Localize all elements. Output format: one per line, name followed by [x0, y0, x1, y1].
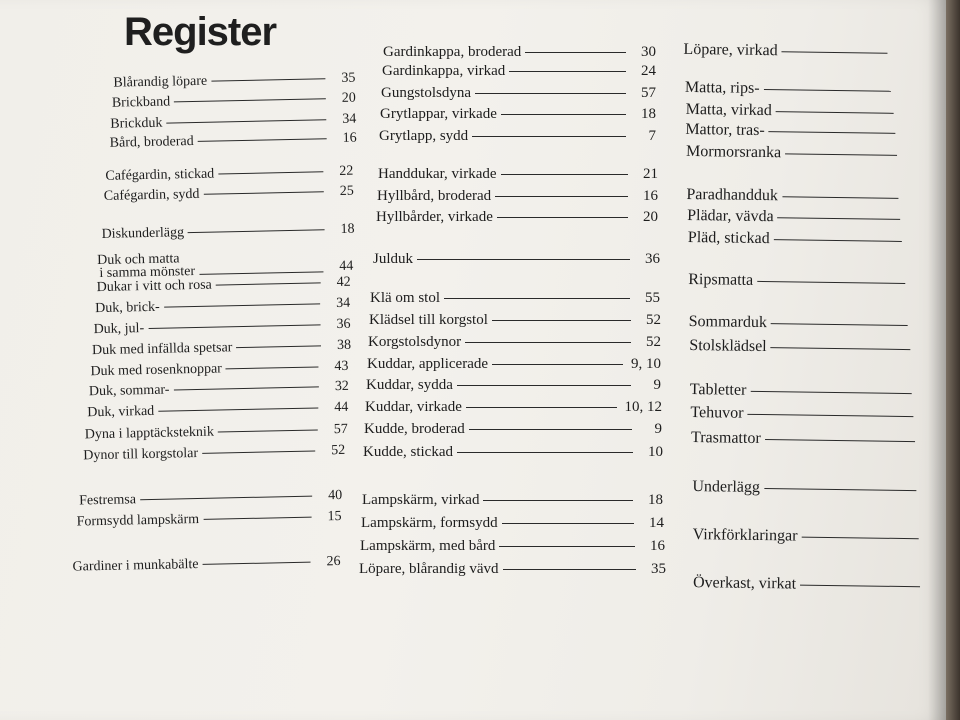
leader-line — [774, 239, 902, 242]
index-entry-page: 43 — [334, 358, 349, 375]
index-entry-page: 18 — [648, 492, 663, 508]
index-entry-page: 20 — [341, 90, 356, 106]
index-entry — [368, 334, 661, 356]
leader-line — [771, 323, 908, 326]
index-entry-label: Sommarduk — [688, 312, 768, 332]
leader-line — [782, 51, 888, 53]
leader-line — [466, 407, 617, 408]
index-entry-page: 9 — [654, 421, 662, 437]
leader-line — [801, 537, 918, 540]
leader-line — [765, 439, 915, 442]
leader-line — [764, 89, 891, 92]
index-entry — [360, 538, 665, 560]
leader-line — [495, 196, 628, 197]
index-entry-page: 16 — [643, 188, 658, 204]
leader-line — [140, 496, 312, 501]
index-entry-label: Löpare, virkad — [683, 40, 778, 60]
index-entry-label: Gardinkappa, virkad — [382, 63, 506, 79]
index-entry — [693, 574, 934, 599]
page-edge-shadow — [928, 0, 946, 720]
leader-line — [502, 523, 634, 524]
index-entry-page: 34 — [335, 295, 351, 312]
index-entry-label: Ripsmatta — [688, 270, 754, 289]
leader-line — [469, 429, 632, 430]
index-entry-label: Gardiner i munkabälte — [72, 556, 199, 575]
index-entry-page: 15 — [327, 508, 342, 525]
index-entry-label: Matta, virkad — [685, 100, 772, 120]
index-entry-label: Gardinkappa, broderad — [383, 44, 522, 60]
index-entry-label: Trasmattor — [690, 429, 761, 447]
index-entry — [378, 166, 658, 188]
index-entry-page: 10, 12 — [624, 399, 662, 415]
index-entry — [367, 356, 661, 378]
index-entry-page: 44 — [339, 258, 354, 274]
index-entry-label: Tabletter — [689, 381, 747, 399]
index-entry — [382, 63, 656, 85]
leader-line — [472, 136, 626, 137]
index-entry-label: Paradhandduk — [686, 185, 779, 205]
index-entry-label: Blårandig löpare — [113, 73, 208, 91]
index-entry-page: 42 — [336, 274, 351, 291]
index-entry — [369, 312, 661, 334]
index-entry-page: 9, 10 — [631, 356, 661, 372]
index-entry-label: Diskunderlägg — [101, 225, 185, 242]
index-entry — [376, 209, 658, 231]
index-entry-page: 22 — [339, 163, 354, 179]
leader-line — [203, 517, 311, 520]
index-entry — [359, 561, 666, 583]
leader-line — [800, 585, 920, 588]
leader-line — [785, 153, 897, 156]
index-entry-page: 57 — [333, 421, 348, 438]
index-entry-label: Cafégardin, stickad — [105, 166, 215, 184]
index-entry-label: Gungstolsdyna — [381, 85, 471, 101]
leader-line — [457, 385, 631, 386]
leader-line — [769, 131, 896, 134]
index-entry-page: 24 — [641, 63, 656, 79]
leader-line — [218, 171, 323, 174]
index-entry-label-line-2: i samma mönster — [99, 264, 196, 282]
index-entry — [97, 241, 354, 280]
index-entry-label-line-1: Duk och matta — [97, 251, 180, 269]
index-entry-label: Underlägg — [692, 478, 761, 496]
index-entry-page: 40 — [327, 487, 343, 504]
index-entry-page: 21 — [643, 166, 658, 182]
index-entry-label: Duk, jul- — [93, 321, 145, 338]
leader-line — [492, 364, 623, 365]
leader-line — [499, 546, 635, 547]
index-entry-page: 18 — [641, 106, 656, 122]
index-entry — [361, 515, 664, 537]
leader-line — [202, 451, 315, 454]
index-entry-label: Duk med infällda spetsar — [91, 340, 233, 359]
index-entry — [688, 229, 916, 254]
index-entry — [683, 41, 901, 66]
leader-line — [203, 562, 311, 565]
index-entry — [380, 106, 656, 128]
index-entry-label: Brickband — [111, 94, 171, 111]
index-entry — [691, 429, 929, 454]
leader-line — [457, 452, 633, 453]
leader-line — [148, 324, 320, 329]
index-entry-label: Hyllbårder, virkade — [376, 209, 493, 225]
book-binding — [946, 0, 960, 720]
index-entry-label: Cafégardin, sydd — [103, 186, 200, 204]
index-entry-page: 14 — [649, 515, 664, 531]
index-entry — [689, 337, 924, 362]
index-entry-label: Matta, rips- — [684, 78, 760, 97]
leader-line — [173, 386, 318, 390]
index-entry-page: 38 — [336, 337, 352, 354]
leader-line — [174, 98, 326, 102]
index-entry — [689, 313, 922, 338]
index-entry-label: Lampskärm, med bård — [360, 538, 496, 554]
index-entry — [692, 478, 930, 503]
leader-line — [757, 281, 905, 284]
index-entry-page: 55 — [645, 290, 660, 306]
index-entry — [685, 121, 909, 146]
index-entry — [687, 207, 914, 232]
index-entry — [83, 443, 345, 470]
index-entry-page: 9 — [653, 377, 661, 393]
index-entry-page: 34 — [342, 111, 357, 127]
leader-line — [497, 217, 628, 218]
index-entry — [373, 251, 660, 273]
index-entry-label: Hyllbård, broderad — [377, 188, 492, 204]
index-entry-label: Bård, broderad — [109, 134, 194, 151]
leader-line — [226, 366, 319, 369]
leader-line — [776, 111, 894, 114]
index-entry-label: Dynor till korgstolar — [83, 445, 199, 464]
index-entry-label: Kuddar, applicerade — [367, 356, 489, 372]
index-entry-label: Mattor, tras- — [685, 120, 765, 140]
index-entry-page: 52 — [646, 334, 661, 350]
leader-line — [509, 71, 626, 72]
index-entry-page: 7 — [648, 128, 656, 144]
leader-line — [475, 93, 626, 94]
index-entry — [693, 526, 933, 551]
leader-line — [501, 174, 628, 175]
index-entry-label: Festremsa — [79, 492, 137, 509]
leader-line — [158, 407, 318, 411]
index-entry — [362, 492, 663, 514]
leader-line — [188, 229, 325, 233]
index-entry-page: 30 — [641, 44, 656, 60]
index-entry-page: 44 — [334, 399, 349, 416]
leader-line — [198, 138, 327, 142]
index-entry-page: 35 — [651, 561, 666, 577]
leader-line — [492, 320, 631, 321]
index-entry-label: Julduk — [373, 251, 414, 267]
index-entry-label: Grytlapp, sydd — [379, 128, 469, 144]
index-entry-label: Dyna i lapptäcksteknik — [84, 424, 215, 443]
index-entry-label: Överkast, virkat — [692, 574, 797, 593]
index-entry-label: Klädsel till korgstol — [369, 312, 488, 328]
index-entry-label: Dukar i vitt och rosa — [96, 277, 212, 296]
index-entry-page: 25 — [339, 183, 354, 199]
leader-line — [778, 217, 901, 220]
index-entry-label: Duk, virkad — [87, 403, 155, 421]
index-entry-page: 35 — [341, 70, 356, 86]
index-entry-label: Duk, brick- — [95, 299, 160, 317]
index-entry — [377, 188, 658, 210]
leader-line — [483, 500, 633, 501]
index-entry-label: Kudde, broderad — [364, 421, 465, 437]
leader-line — [501, 114, 626, 115]
leader-line — [503, 569, 636, 570]
leader-line — [764, 488, 916, 491]
index-entry-label: Handdukar, virkade — [378, 166, 497, 182]
index-entry-page: 32 — [334, 378, 350, 395]
index-entry — [685, 79, 905, 104]
index-entry-label: Virkförklaringar — [692, 526, 798, 545]
index-entry-label: Mormorsranka — [685, 142, 782, 162]
leader-line — [218, 429, 318, 432]
leader-line — [199, 271, 323, 275]
leader-line — [236, 345, 321, 348]
index-entry-label: Kudde, stickad — [363, 444, 453, 460]
leader-line — [164, 303, 320, 307]
index-entry — [688, 271, 919, 296]
index-entry-label: Kuddar, sydda — [366, 377, 453, 393]
leader-line — [203, 191, 323, 195]
index-entry-label: Brickduk — [110, 115, 163, 132]
leader-line — [782, 196, 898, 199]
leader-line — [525, 52, 626, 53]
index-entry — [364, 421, 662, 443]
index-entry-label: Kuddar, virkade — [365, 399, 462, 415]
index-entry — [104, 184, 354, 211]
leader-line — [750, 391, 911, 394]
index-entry — [76, 509, 341, 537]
leader-line — [211, 78, 325, 81]
index-entry-label: Plädar, vävda — [687, 206, 774, 226]
index-entry — [72, 554, 340, 582]
index-entry — [379, 128, 656, 150]
index-entry-page: 20 — [643, 209, 658, 225]
index-entry-label: Löpare, blårandig vävd — [359, 561, 499, 577]
index-entry-page: 36 — [645, 251, 660, 267]
index-entry-label: Klä om stol — [370, 290, 440, 306]
index-entry — [686, 143, 911, 168]
index-entry-page: 26 — [326, 554, 341, 570]
index-entry-page: 36 — [336, 316, 351, 333]
leader-line — [444, 298, 630, 299]
index-entry-page: 52 — [646, 312, 661, 328]
index-entry — [370, 290, 660, 312]
index-entry-label: Tehuvor — [690, 404, 744, 422]
index-entry-page: 10 — [648, 444, 663, 460]
index-entry — [381, 85, 656, 107]
index-entry — [690, 404, 927, 429]
page-title: Register — [124, 10, 277, 54]
index-entry-label: Duk, sommar- — [88, 382, 170, 400]
index-entry-label: Pläd, stickad — [687, 228, 770, 248]
leader-line — [166, 119, 326, 123]
index-entry — [110, 131, 357, 158]
leader-line — [417, 259, 630, 260]
index-entry-label: Duk med rosenknoppar — [90, 361, 223, 380]
index-entry-page: 16 — [342, 130, 357, 146]
leader-line — [747, 414, 913, 417]
index-entry-label: Grytlappar, virkade — [380, 106, 497, 122]
index-entry — [690, 381, 926, 406]
index-entry-label: Lampskärm, virkad — [362, 492, 480, 508]
index-entry-label — [97, 252, 195, 280]
leader-line — [216, 282, 321, 285]
index-entry-label: Formsydd lampskärm — [76, 511, 200, 530]
leader-line — [771, 347, 911, 350]
leader-line — [465, 342, 631, 343]
index-entry-page: 18 — [340, 221, 355, 237]
index-entry-page: 16 — [650, 538, 665, 554]
index-entry-label: Korgstolsdynor — [368, 334, 462, 350]
index-entry — [363, 444, 663, 466]
index-entry-label: Lampskärm, formsydd — [361, 515, 498, 531]
index-entry-label: Stolsklädsel — [689, 336, 767, 356]
index-entry — [366, 377, 661, 399]
index-entry-page: 52 — [331, 442, 346, 459]
index-entry — [365, 399, 662, 421]
index-entry-page: 57 — [641, 85, 656, 101]
